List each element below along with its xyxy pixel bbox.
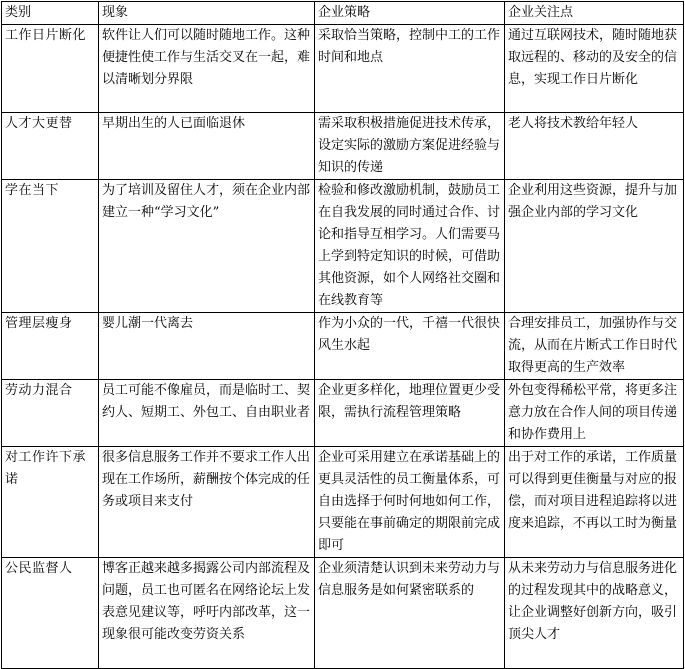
phenomenon-cell: 早期出生的人已面临退休 — [99, 113, 315, 180]
strategy-cell: 检验和修改激励机制，鼓励员工在自我发展的同时通过合作、讨论和指导互相学习。人们需要马上学到特定知识的时候，可借助其他资源，如个人网络社交圈和在线教育等 — [315, 180, 505, 313]
header-phenomenon: 现象 — [99, 2, 315, 25]
table-row — [2, 180, 684, 313]
table-row — [2, 558, 684, 669]
strategy-cell: 企业须清楚认识到未来劳动力与信息服务是如何紧密联系的 — [315, 558, 505, 669]
strategy-cell: 企业更多样化，地理位置更少受限，需执行流程管理策略 — [315, 380, 505, 447]
focus-cell: 外包变得稀松平常，将更多注意力放在合作人间的项目传递和协作费用上 — [505, 380, 684, 447]
table-row — [2, 25, 684, 113]
focus-cell: 合理安排员工，加强协作与交流，从而在片断式工作日时代取得更高的生产效率 — [505, 313, 684, 380]
table-row — [2, 313, 684, 380]
strategy-cell: 采取恰当策略，控制中工的工作时间和地点 — [315, 25, 505, 113]
header-strategy: 企业策略 — [315, 2, 505, 25]
focus-cell: 老人将技术教给年轻人 — [505, 113, 684, 180]
table-row — [2, 113, 684, 180]
strategy-cell: 需采取积极措施促进技术传承，设定实际的激励方案促进经验与知识的传递 — [315, 113, 505, 180]
header-category: 类别 — [2, 2, 99, 25]
table-header-row — [2, 2, 684, 25]
phenomenon-cell: 员工可能不像雇员，而是临时工、契约人、短期工、外包工、自由职业者 — [99, 380, 315, 447]
category-cell: 劳动力混合 — [2, 380, 99, 447]
category-cell: 学在当下 — [2, 180, 99, 313]
focus-cell: 通过互联网技术，随时随地获取远程的、移动的及安全的信息，实现工作日片断化 — [505, 25, 684, 113]
phenomenon-cell: 软件让人们可以随时随地工作。这种便捷性使工作与生活交叉在一起，难以清晰划分界限 — [99, 25, 315, 113]
table-row — [2, 380, 684, 447]
category-cell: 人才大更替 — [2, 113, 99, 180]
table-row — [2, 447, 684, 558]
focus-cell: 从未来劳动力与信息服务进化的过程发现其中的战略意义，让企业调整好创新方向，吸引顶尖人才 — [505, 558, 684, 669]
strategy-cell: 作为小众的一代，千禧一代很快风生水起 — [315, 313, 505, 380]
category-cell: 工作日片断化 — [2, 25, 99, 113]
category-cell: 管理层瘦身 — [2, 313, 99, 380]
phenomenon-cell: 为了培训及留住人才，须在企业内部建立一种“学习文化” — [99, 180, 315, 313]
category-cell: 对工作许下承诺 — [2, 447, 99, 558]
focus-cell: 出于对工作的承诺，工作质量可以得到更佳衡量与对应的报偿，而对项目进程追踪将以进度来追踪，不再以工时为衡量 — [505, 447, 684, 558]
header-focus: 企业关注点 — [505, 2, 684, 25]
phenomenon-cell: 婴儿潮一代离去 — [99, 313, 315, 380]
strategy-cell: 企业可采用建立在承诺基础上的更具灵活性的员工衡量体系，可自由选择于何时何地如何工作，只要能在事前确定的期限前完成即可 — [315, 447, 505, 558]
workforce-trends-table — [1, 1, 684, 669]
phenomenon-cell: 博客正越来越多揭露公司内部流程及问题，员工也可匿名在网络论坛上发表意见建议等，呼吁内部改革，这一现象很可能改变劳资关系 — [99, 558, 315, 669]
category-cell: 公民监督人 — [2, 558, 99, 669]
phenomenon-cell: 很多信息服务工作并不要求工作人出现在工作场所，薪酬按个体完成的任务或项目来支付 — [99, 447, 315, 558]
focus-cell: 企业利用这些资源，提升与加强企业内部的学习文化 — [505, 180, 684, 313]
